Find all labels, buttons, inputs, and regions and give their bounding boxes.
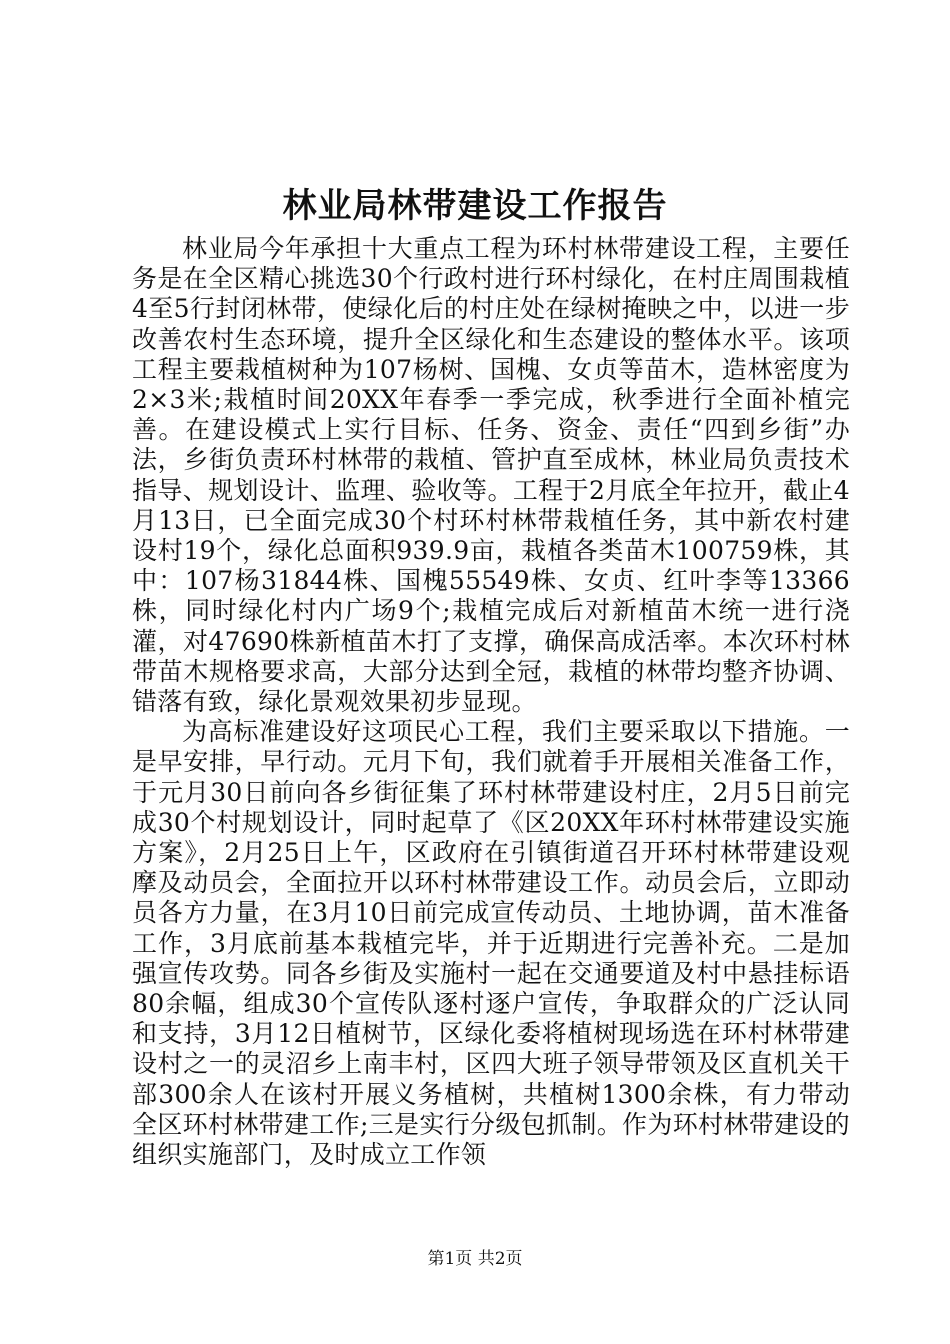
document-body xyxy=(132,234,850,1170)
paragraph-1: 林业局今年承担十大重点工程为环村林带建设工程，主要任务是在全区精心挑选30个行政村进行环村绿化，在村庄周围栽植4至5行封闭林带，使绿化后的村庄处在绿树掩映之中，以进一步改善农村生态环境，提升全区绿化和生态建设的整体水平。该项工程主要栽植树种为107杨树、国槐、女贞等苗木，造林密度为2×3米;栽植时间20XX年春季一季完成，秋季进行全面补植完善。在建设模式上实行目标、任务、资金、责任“四到乡街”办法，乡街负责环村林带的栽植、管护直至成林，林业局负责技术指导、规划设计、监理、验收等。工程于2月底全年拉开，截止4月13日，已全面完成30个村环村林带栽植任务，其中新农村建设村19个，绿化总面积939.9亩，栽植各类苗木100759株，其中：107杨31844株、国槐55549株、女贞、红叶李等13366株，同时绿化村内广场9个;栽植完成后对新植苗木统一进行浇灌，对47690株新植苗木打了支撑，确保高成活率。本次环村林带苗木规格要求高，大部分达到全冠，栽植的林带均整齐协调、错落有致，绿化景观效果初步显现。 xyxy=(132,234,850,717)
page-footer: 第1页 共2页 xyxy=(427,1249,523,1269)
paragraph-2: 为高标准建设好这项民心工程，我们主要采取以下措施。一是早安排，早行动。元月下旬，我们就着手开展相关准备工作，于元月30日前向各乡街征集了环村林带建设村庄，2月5日前完成30个村规划设计，同时起草了《区20XX年环村林带建设实施方案》，2月25日上午，区政府在引镇街道召开环村林带建设观摩及动员会，全面拉开以环村林带建设工作。动员会后，立即动员各方力量，在3月10日前完成宣传动员、土地协调，苗木准备工作，3月底前基本栽植完毕，并于近期进行完善补充。二是加强宣传攻势。同各乡街及实施村一起在交通要道及村中悬挂标语80余幅，组成30个宣传队逐村逐户宣传，争取群众的广泛认同和支持，3月12日植树节，区绿化委将植树现场选在环村林带建设村之一的灵沼乡上南丰村，区四大班子领导带领及区直机关干部300余人在该村开展义务植树，共植树1300余株，有力带动全区环村林带建工作;三是实行分级包抓制。作为环村林带建设的组织实施部门，及时成立工作领 xyxy=(132,717,850,1170)
document-title: 林业局林带建设工作报告 xyxy=(282,186,668,226)
